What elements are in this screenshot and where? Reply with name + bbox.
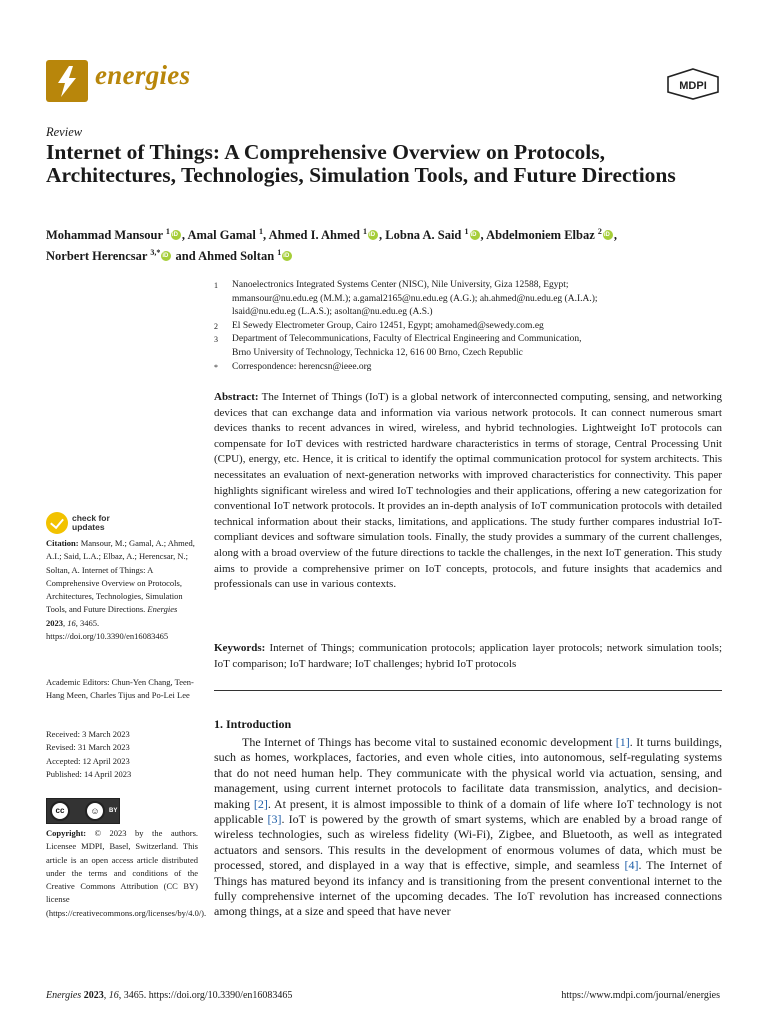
author-affiliation-mark: 3,* (150, 248, 161, 258)
author-affiliation-mark: 1 (259, 227, 264, 236)
check-updates-label: check for updates (72, 513, 110, 532)
author-affiliation-mark: 1 (277, 248, 282, 258)
affiliation-mark: 1 (214, 281, 218, 290)
affiliation-mark: * (214, 362, 218, 372)
citation-year: 2023 (46, 617, 63, 628)
page-title: Internet of Things: A Comprehensive Overview on Protocols, Architectures, Technologies, Simulation Tools, and Future Directions (46, 140, 676, 187)
footer-citation: Energies 2023, 16, 3465. https://doi.org/10.3390/en16083465 (46, 990, 293, 1001)
keywords-label: Keywords: (214, 642, 266, 654)
citation-block: Citation: Mansour, M.; Gamal, A.; Ahmed, A.I.; Said, L.A.; Elbaz, A.; Herencsar, N.; Soltan, A. Internet of Things: A Comprehensive Overview on Protocols, Architectures, Technologies, Simulation Tools, and Future Directions. Energies 2023, 16, 3465. https://doi.org/10.3390/en16083465 (46, 538, 195, 642)
academic-editors: Academic Editors: Chun-Yen Chang, Teen-Hang Meen, Charles Tijus and Po-Lei Lee (46, 677, 194, 701)
publisher-logo[interactable] (666, 68, 720, 100)
journal-logo (46, 60, 88, 102)
citation-link[interactable]: [4] (624, 858, 639, 873)
abstract (214, 390, 722, 593)
body-text: . At present, it is almost impossible to think of a domain of life where IoT technology is not applicable (214, 796, 722, 827)
affiliation-line: lsaid@nu.edu.eg (L.A.S.); asoltan@nu.edu.eg (A.S.) (232, 307, 433, 318)
orcid-icon[interactable] (368, 230, 378, 240)
body-text: . The Internet of Things has matured beyond its infancy and is transitioning from the present conventional internet to the fully comprehensive internet of the upcoming decades. The IoT revolution has increased connections among things, at a size and speed that have never (214, 858, 722, 919)
copyright-text: © 2023 by the authors. Licensee MDPI, Basel, Switzerland. This article is an open access article distributed under the terms and conditions of the Creative Commons Attribution (CC BY) license (https://creativecommons.org/licenses/by/4.0/). (46, 828, 207, 918)
author-name: Mohammad Mansour (46, 228, 166, 243)
article-type: Review (46, 125, 83, 139)
author-name: Ahmed I. Ahmed (268, 228, 364, 243)
checkmark-icon (46, 512, 68, 534)
publisher-name: MDPI (679, 80, 707, 92)
author-affiliation-mark: 2 (597, 227, 602, 236)
orcid-icon[interactable] (282, 251, 292, 261)
copyright-label: Copyright: (46, 828, 87, 838)
date-published: Published: 14 April 2023 (46, 768, 132, 779)
orcid-icon[interactable] (161, 251, 171, 261)
keywords-text: Internet of Things; communication protocols; application layer protocols; network simulation tools; IoT comparison; IoT hardware; IoT challenges; hybrid IoT protocols (214, 642, 722, 670)
author-name: Abdelmoniem Elbaz (486, 228, 598, 243)
author-affiliation-mark: 1 (363, 227, 368, 236)
author-name: Ahmed Soltan (198, 249, 278, 264)
author-list: Mohammad Mansour $^1$iD , Amal Gamal $^1$, Ahmed I. Ahmed $^1$iD , Lobna A. Said $^1$iD , Abdelmoniem Elbaz $^2$iD , Norbert Herencsar $^{3,*}$iD and Ahmed Soltan $^1$iD (46, 223, 736, 265)
abstract-label: Abstract: (214, 391, 259, 403)
orcid-icon[interactable] (603, 230, 613, 240)
affiliations (214, 279, 734, 374)
author-affiliation-mark: 1 (464, 227, 469, 236)
affiliation-item (214, 361, 734, 375)
citation-link[interactable]: [3] (267, 812, 282, 827)
body-text: . IoT is powered by the growth of smart systems, which are enabled by a broad range of wireless technologies, such as wireless fidelity (Wi-Fi), Zigbee, and Bluetooth, as well as integrated actuators and sensors. This results in the development of enormous volumes of data, which must be processed, stored, and displayed in a way that is effective, simple, and seamless (214, 812, 723, 873)
section-heading: 1. Introduction (214, 717, 292, 731)
body-text: . It turns buildings, such as homes, workplaces, factories, and even whole cities, into autonomous, self-regulating systems that do not need human help. They communicate with the physical world via actuation, sensing, and management, using current internet protocols to facilitate data transmission, analytics, and decision-making (214, 735, 722, 811)
affiliation-item (214, 279, 734, 320)
section-divider (214, 690, 722, 691)
citation-text: Mansour, M.; Gamal, A.; Ahmed, A.I.; Said, L.A.; Elbaz, A.; Herencsar, N.; Soltan, A. Internet of Things: A Comprehensive Overview on Protocols, Architectures, Technologies, Simulation Tools, and Future Directions. (46, 538, 195, 615)
citation-link[interactable]: [1] (615, 735, 630, 749)
author-name: Norbert Herencsar (46, 249, 151, 264)
affiliation-line: Department of Telecommunications, Faculty of Electrical Engineering and Communication, (232, 334, 582, 345)
citation-doi[interactable]: , 3465. https://doi.org/10.3390/en16083465 (46, 617, 169, 642)
journal-name: energies (95, 60, 191, 90)
by-label: BY (109, 808, 118, 814)
date-revised: Revised: 31 March 2023 (46, 742, 130, 753)
copyright-block (46, 827, 207, 920)
abstract-text: The Internet of Things (IoT) is a global network of interconnected computing, sensing, and networking devices that can exchange data and information via various network protocols. It can connect numerous smart devices thanks to recent advances in wired, wireless, and hybrid technologies. Lightweight IoT protocols can compensate for IoT devices with restricted hardware characteristics in terms of storage, Central Processing Unit (CPU), energy, etc. Hence, it is critical to identify the optimal communication protocol for system architects. This necessitates an evaluation of next-generation networks with improved characteristics for connectivity. This paper highlights significant wireless and wired IoT technologies and their applications, offering a new categorization for conventional IoT network protocols. It provides an in-depth analysis of IoT communication protocols with detailed technical information about their stacks, limitations, and applications. The study further compares industrial IoT-compliant devices and software simulation tools. Finally, the study provides a summary of the current challenges, along with a broad overview of the future directions to tackle the challenges, in the next IoT generation. This study aims to provide a comprehensive primer on IoT concepts, protocols, and future insights that academics and professionals can use in various contexts. (214, 391, 722, 591)
affiliation-line: mmansour@nu.edu.eg (M.M.); a.gamal2165@nu.edu.eg (A.G.); ah.ahmed@nu.edu.eg (A.I.A.); (232, 293, 598, 304)
affiliation-line: Nanoelectronics Integrated Systems Center (NISC), Nile University, Giza 12588, Egypt; (232, 280, 569, 290)
affiliation-line: Brno University of Technology, Technicka 12, 616 00 Brno, Czech Republic (232, 347, 523, 358)
orcid-icon[interactable] (171, 230, 181, 240)
lightning-bolt-icon (46, 60, 88, 102)
history-dates (46, 728, 198, 781)
citation-journal: Energies (147, 604, 178, 615)
citation-label: Citation: (46, 538, 79, 548)
affiliation-item (214, 333, 734, 360)
date-accepted: Accepted: 12 April 2023 (46, 755, 130, 766)
affiliation-item (214, 320, 734, 334)
check-for-updates-button[interactable] (46, 512, 156, 536)
cc-license-badge[interactable] (46, 798, 120, 824)
affiliation-mark: 3 (214, 335, 218, 345)
introduction-paragraph (214, 735, 722, 920)
affiliation-line: Correspondence: herencsn@ieee.org (232, 361, 372, 372)
body-text: The Internet of Things has become vital to sustained economic development (242, 735, 616, 749)
orcid-icon[interactable] (470, 230, 480, 240)
footer-journal-url[interactable]: https://www.mdpi.com/journal/energies (561, 990, 720, 1001)
footer-doi-link[interactable]: , 3465. https://doi.org/10.3390/en16083465 (118, 990, 293, 1001)
author-name: Lobna A. Said (385, 228, 465, 243)
citation-link[interactable]: [2] (253, 796, 268, 811)
affiliation-mark: 2 (214, 321, 218, 331)
keywords (214, 641, 722, 672)
citation-volume: 16 (67, 617, 76, 628)
cc-icon: cc (50, 801, 70, 821)
author-affiliation-mark: 1 (165, 227, 170, 236)
person-icon: ☺ (85, 801, 105, 821)
author-name: Amal Gamal (187, 228, 260, 243)
date-received: Received: 3 March 2023 (46, 729, 130, 739)
affiliation-line: El Sewedy Electrometer Group, Cairo 12451, Egypt; amohamed@sewedy.com.eg (232, 320, 544, 331)
